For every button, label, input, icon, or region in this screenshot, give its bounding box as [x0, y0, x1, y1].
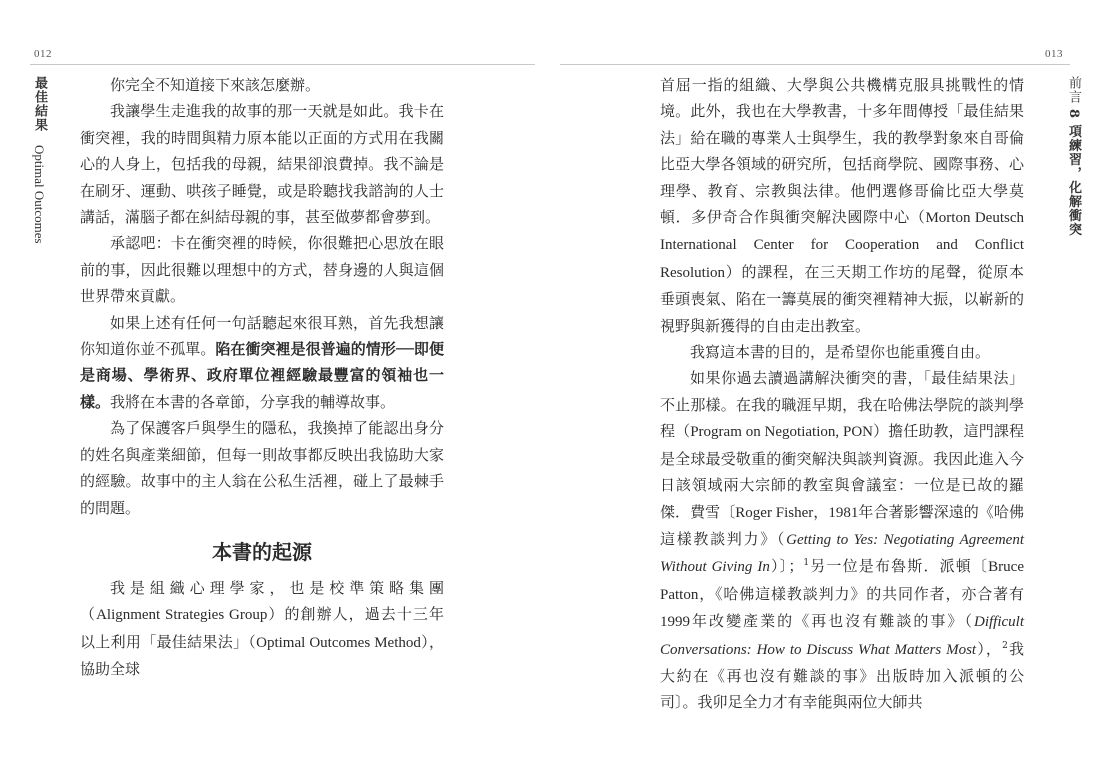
- text-run: ）擔任助教，這門課程是全球最受敬重的衝突解決與談判資源。我因此進入今日該領域兩大宗師的教室與會議室：一位是已故的羅傑．費雪〔: [660, 422, 1024, 521]
- text-run: ），: [976, 639, 1003, 658]
- english-term: Program on Negotiation, PON: [690, 424, 873, 441]
- paragraph: 你完全不知道接下來該怎麼辦。: [110, 76, 321, 94]
- english-term: Roger Fisher: [735, 504, 814, 521]
- right-side-title-chapter: 前言: [1066, 76, 1081, 104]
- year: 1999: [660, 614, 690, 631]
- paragraph: 我寫這本書的目的，是希望你也能重獲自由。: [690, 343, 991, 362]
- text-run: ）〕；: [769, 557, 804, 576]
- paragraph: 為了保護客戶與學生的隱私，我換掉了能認出身分的姓名與產業細節，但每一則故事都反映出我協助大家的經驗。故事中的主人翁在公私生活裡，碰上了最棘手的問題。: [80, 419, 444, 517]
- book-title-en: Difficult Conversations: How to Discuss What Matters Most: [660, 614, 1024, 658]
- paragraph: [660, 72, 1024, 339]
- footnote-marker: 1: [803, 558, 810, 569]
- right-side-title-book: 8 項練習，化解衝突: [1066, 109, 1081, 237]
- paragraph: [80, 575, 444, 683]
- left-page-number: 012: [34, 48, 52, 60]
- text-run: 我是組織心理學家，也是校準策略集團（: [80, 578, 444, 624]
- english-term: Bruce Patton: [660, 559, 1024, 603]
- footnote-marker: 2: [1002, 640, 1008, 651]
- paragraph: [660, 365, 1024, 715]
- text-run: 另一位是布魯斯．派頓〔: [809, 557, 989, 576]
- left-header-rule: [30, 64, 535, 65]
- book-title-en: Getting to Yes: Negotiating Agreement Without Giving In: [660, 531, 1024, 576]
- text-run: 如果你過去讀過講解決衝突的書，「最佳結果法」不止那樣。在我的職涯早期，我在哈佛法學院的談判學程（: [660, 369, 1024, 441]
- left-side-title-en: Optimal Outcomes: [32, 145, 47, 244]
- right-page-number: 013: [1045, 48, 1063, 60]
- text-run: ）的創辦人，過去十三年以上利用「最佳結果法」（: [80, 605, 444, 651]
- left-side-title-cn: 最佳結果: [32, 76, 47, 132]
- left-page-body: [80, 72, 444, 683]
- paragraph: 我讓學生走進我的故事的那一天就是如此。我卡在衝突裡，我的時間與精力原本能以正面的方式用在我關心的人身上，包括我的母親，結果卻浪費掉。我不論是在刷牙、運動、哄孩子睡覺，或是聆聽找我諮詢的人士講話，滿腦子都在糾結母親的事，甚至做夢都會夢到。: [80, 102, 444, 227]
- right-header-rule: [560, 64, 1070, 65]
- bold-text: 陷在衝突裡是很普遍的情形──即便是商場、學術界、政府單位裡經驗最豐富的領袖也一樣。: [80, 340, 444, 411]
- text-run: 年改變產業的《再也沒有難談的事》（: [690, 612, 974, 631]
- year: 1981: [828, 504, 859, 521]
- paragraph: [80, 310, 444, 416]
- text-run: 首屈一指的組織、大學與公共機構克服具挑戰性的情境。此外，我也在大學教書，十多年間傳授「最佳結果法」給在職的專業人士與學生，我的教學對象來自哥倫比亞大學各領域的研究所，包括商學院、國際事務、心理學、教育、宗教與法律。他們選修哥倫比亞大學莫頓．多伊奇合作與衝突解決國際中心（: [660, 76, 1024, 227]
- text-run: ）的課程，在三天期工作坊的尾聲，從原本垂頭喪氣、陷在一籌莫展的衝突裡精神大振，以嶄新的視野與新獲得的自由走出教室。: [660, 262, 1024, 335]
- right-side-title: [1064, 76, 1083, 237]
- english-term: Morton Deutsch International Center for Cooperation and Conflict Resolution: [660, 210, 1024, 281]
- paragraph: 承認吧：卡在衝突裡的時候，你很難把心思放在眼前的事，因此很難以理想中的方式，替身邊的人與這個世界帶來貢獻。: [80, 234, 444, 306]
- text-run: ，《哈佛這樣教談判力》的共同作者，亦合著有: [698, 584, 1024, 603]
- section-title: 本書的起源: [212, 539, 312, 564]
- text-run: 我大約在《再也沒有難談的事》出版時加入派頓的公司〕。我卯足全力才有幸能與兩位大師共: [660, 639, 1024, 712]
- left-side-title: [30, 76, 49, 244]
- text-run: ），協助全球: [80, 632, 444, 679]
- text-run: 年合著影響深遠的《哈佛這樣教談判力》（: [660, 502, 1024, 548]
- text-run: ，: [813, 502, 829, 521]
- right-page-body: [660, 72, 1024, 716]
- text-run: 我將在本書的各章節，分享我的輔導故事。: [110, 392, 396, 411]
- text-run: 如果上述有任何一句話聽起來很耳熟，首先我想讓你知道你並不孤單。: [80, 313, 444, 359]
- english-term: Optimal Outcomes Method: [256, 634, 421, 651]
- english-term: Alignment Strategies Group: [96, 607, 268, 624]
